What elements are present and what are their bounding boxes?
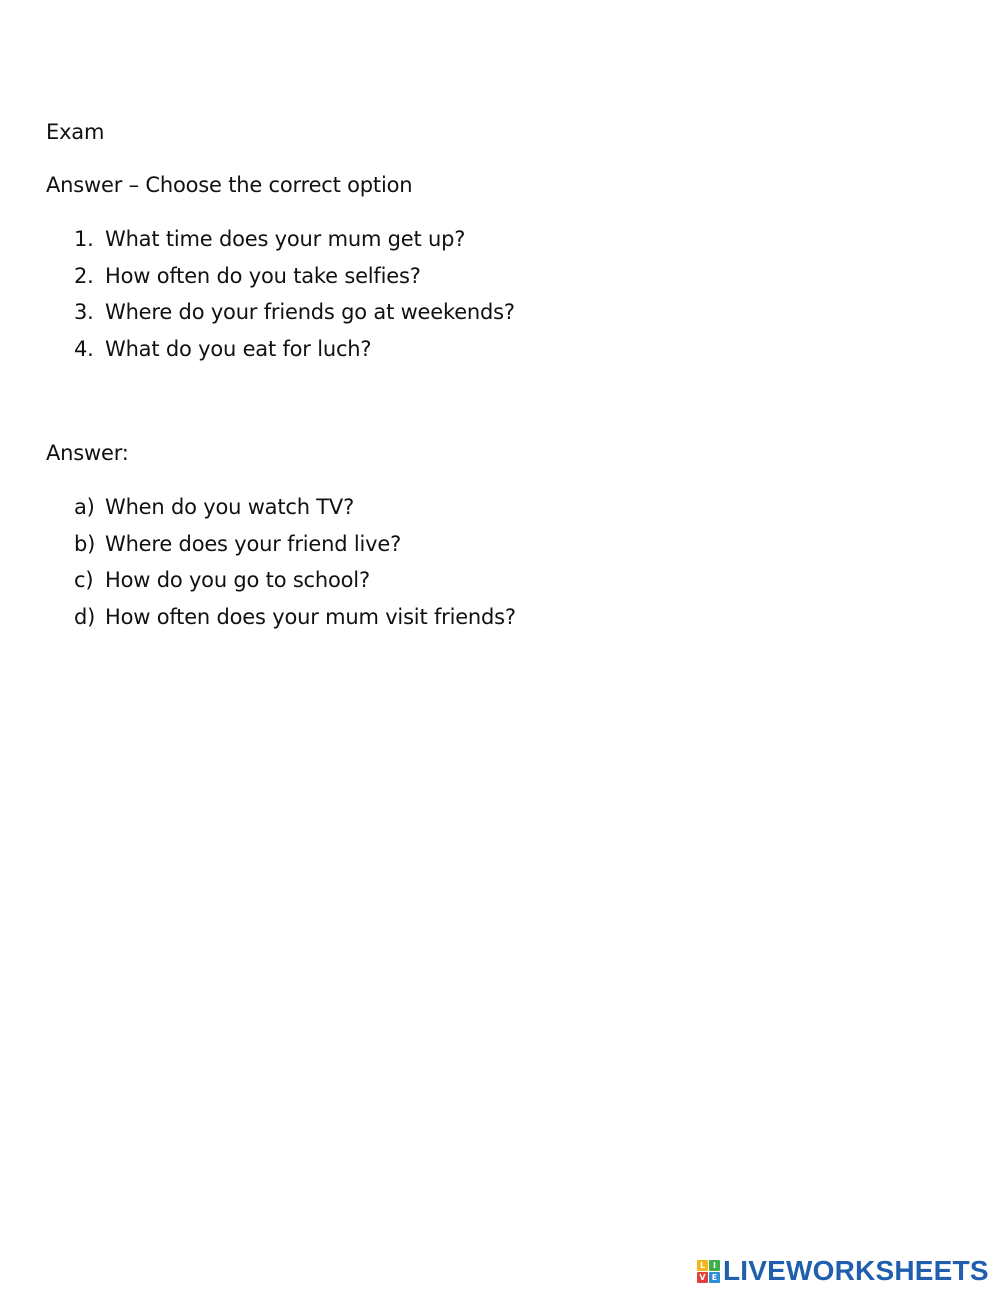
list-item [74, 604, 516, 641]
logo-text: LIVEWORKSHEETS [723, 1255, 989, 1286]
answer-heading: Answer: [46, 441, 129, 465]
list-marker: 1. [74, 227, 94, 251]
answer-text: How often does your mum visit friends? [105, 604, 516, 629]
question-text: What do you eat for luch? [105, 336, 372, 361]
logo-mark-tile: V [697, 1272, 708, 1283]
logo-mark-tile: I [709, 1260, 720, 1271]
question-list [74, 226, 515, 372]
list-marker: 2. [74, 263, 94, 288]
question-text: What time does your mum get up? [105, 227, 466, 251]
list-item [74, 336, 515, 373]
answer-text: How do you go to school? [105, 568, 370, 592]
answer-text: Where does your friend live? [105, 531, 402, 556]
list-item [74, 531, 516, 568]
list-marker: d) [74, 604, 96, 629]
list-item [74, 263, 515, 300]
list-item [74, 226, 515, 263]
answer-list [74, 494, 516, 640]
question-text: Where do your friends go at weekends? [105, 300, 515, 324]
list-marker: c) [74, 568, 94, 592]
list-marker: 4. [74, 336, 94, 361]
page-title: Exam [46, 120, 105, 144]
list-item [74, 567, 516, 604]
list-marker: b) [74, 531, 96, 556]
logo-mark-icon [697, 1260, 720, 1283]
logo-mark-tile: E [709, 1272, 720, 1283]
liveworksheets-logo [697, 1257, 989, 1285]
list-marker: a) [74, 495, 95, 519]
answer-text: When do you watch TV? [105, 495, 355, 519]
list-marker: 3. [74, 300, 94, 324]
logo-mark-tile: L [697, 1260, 708, 1271]
instruction-text: Answer – Choose the correct option [46, 173, 413, 197]
question-text: How often do you take selfies? [105, 263, 421, 288]
list-item [74, 299, 515, 336]
list-item [74, 494, 516, 531]
